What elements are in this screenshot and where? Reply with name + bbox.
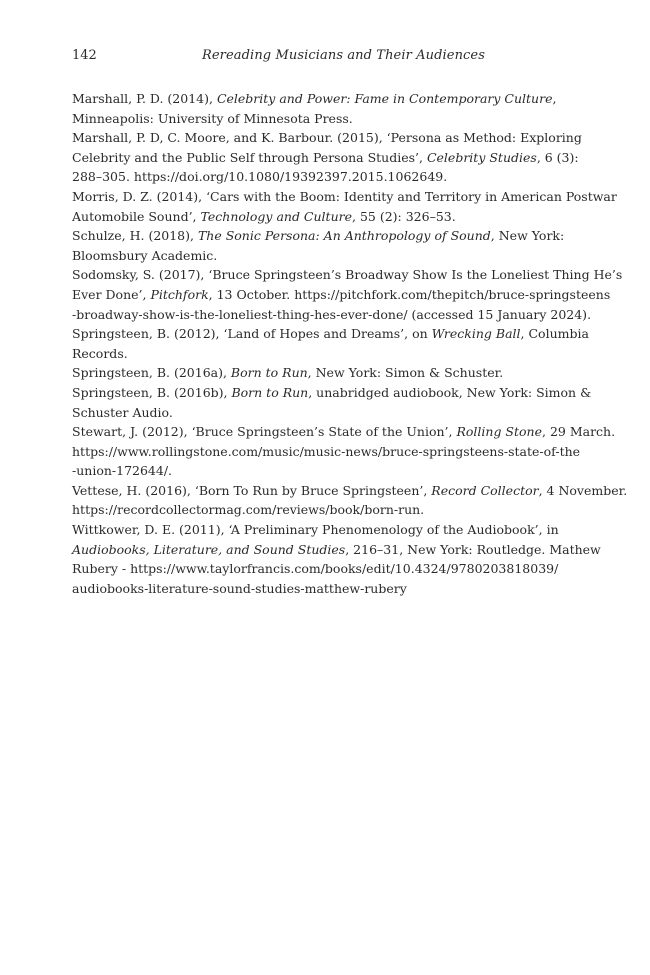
reference-text: Springsteen, B. (2012), ‘Land of Hopes and Dreams’, on [72,326,432,342]
reference-text: Sodomsky, S. (2017), ‘Bruce Springsteen’s Broadway Show Is the Loneliest Thing He’s [72,267,623,283]
reference-title-italic: Record Collector [431,482,539,498]
reference-line [72,246,572,266]
reference-text: , 4 November. [538,482,628,498]
reference-text: , 55 (2): 326–53. [352,208,456,224]
reference-text: https://recordcollectormag.com/reviews/book/born-run. [72,502,425,518]
reference-entry [72,89,572,128]
reference-title-italic: Celebrity and Power: Fame in Contemporary Culture [216,91,553,106]
reference-text: , Columbia [520,326,589,342]
reference-line [72,422,616,442]
reference-title-italic: Audiobooks, Literature, and Sound Studies [72,541,346,557]
reference-title-italic: Celebrity Studies [426,149,537,165]
reference-text: Rubery - https://www.taylorfrancis.com/books/edit/10.4324/9780203818039/ [72,561,559,577]
reference-line [72,500,572,520]
reference-entry [72,383,592,422]
reference-entry [72,226,572,265]
reference-title-italic: The Sonic Persona: An Anthropology of Sound [197,228,491,244]
reference-title-italic: Rolling Stone [456,424,542,440]
reference-text: -broadway-show-is-the-loneliest-thing-hes-ever-done/ (accessed 15 January 2024). [72,306,592,322]
reference-line [72,167,572,187]
reference-title-italic: Born to Run [231,384,309,400]
reference-text: https://www.rollingstone.com/music/music-news/bruce-springsteens-state-of-the [72,443,581,459]
reference-text: Marshall, P. D, C. Moore, and K. Barbour. (2015), ‘Persona as Method: Exploring [72,130,582,146]
reference-line [72,89,572,109]
reference-title-italic: Technology and Culture [200,208,352,224]
reference-text: Celebrity and the Public Self through Persona Studies’, [72,149,427,165]
reference-entry [72,187,617,226]
reference-text: Bloomsbury Academic. [72,247,218,263]
reference-line [72,383,592,403]
reference-entry [72,128,582,187]
reference-line [72,128,582,148]
reference-text: Vettese, H. (2016), ‘Born To Run by Bruce Springsteen’, [72,482,432,498]
reference-line [72,109,572,129]
reference-line [72,265,623,285]
reference-text: Marshall, P. D. (2014), [72,91,217,106]
reference-list [72,89,628,598]
reference-text: , New York: Simon & Schuster. [307,365,504,381]
reference-line [72,324,589,344]
reference-text: , 13 October. https://pitchfork.com/thepitch/bruce-springsteens [208,286,611,302]
reference-line [72,461,572,481]
reference-line [72,579,572,599]
reference-entry [72,265,623,324]
reference-entry [72,363,572,383]
reference-text: Schulze, H. (2018), [72,228,198,244]
running-head [72,46,578,66]
reference-entry [72,324,589,363]
reference-line [72,520,572,540]
reference-text: Stewart, J. (2012), ‘Bruce Springsteen’s State of the Union’, [72,424,457,440]
reference-line [72,187,617,207]
reference-text: , 29 March. [542,424,616,440]
reference-text: Springsteen, B. (2016a), [72,365,231,381]
reference-text: Springsteen, B. (2016b), [72,384,232,400]
reference-entry [72,520,601,598]
reference-text: , New York: [490,228,565,244]
reference-text: Automobile Sound’, [72,208,201,224]
reference-text: -union-172644/. [72,463,173,479]
page-number: 142 [72,48,97,63]
reference-text: Records. [72,345,128,361]
reference-text: Schuster Audio. [72,404,173,420]
reference-title-italic: Pitchfork [150,286,209,302]
reference-text: Morris, D. Z. (2014), ‘Cars with the Boom: Identity and Territory in American Postwar [72,188,617,204]
reference-line [72,148,579,168]
reference-text: audiobooks-literature-sound-studies-matthew-rubery [72,580,407,596]
reference-line [72,363,572,383]
reference-line [72,344,572,364]
reference-text: , [552,91,557,106]
reference-line [72,403,572,423]
reference-text: 288–305. https://doi.org/10.1080/19392397.2015.1062649. [72,169,448,185]
reference-text: Wittkower, D. E. (2011), ‘A Preliminary Phenomenology of the Audiobook’, in [72,522,559,538]
reference-line [72,559,572,579]
reference-title-italic: Born to Run [230,365,308,381]
reference-entry [72,422,616,481]
reference-line [72,285,611,305]
reference-text: , 6 (3): [536,149,579,165]
reference-entry [72,481,628,520]
reference-line [72,207,572,227]
reference-text: Ever Done’, [72,286,151,302]
reference-line [72,540,601,560]
reference-text: Minneapolis: University of Minnesota Press. [72,110,353,126]
reference-text: , unabridged audiobook, New York: Simon & [308,384,592,400]
running-title: Rereading Musicians and Their Audiences [202,48,485,63]
reference-line [72,226,572,246]
reference-title-italic: Wrecking Ball [431,326,521,342]
reference-line [72,305,592,325]
reference-line [72,442,581,462]
reference-line [72,481,628,501]
reference-text: , 216–31, New York: Routledge. Mathew [345,541,601,557]
